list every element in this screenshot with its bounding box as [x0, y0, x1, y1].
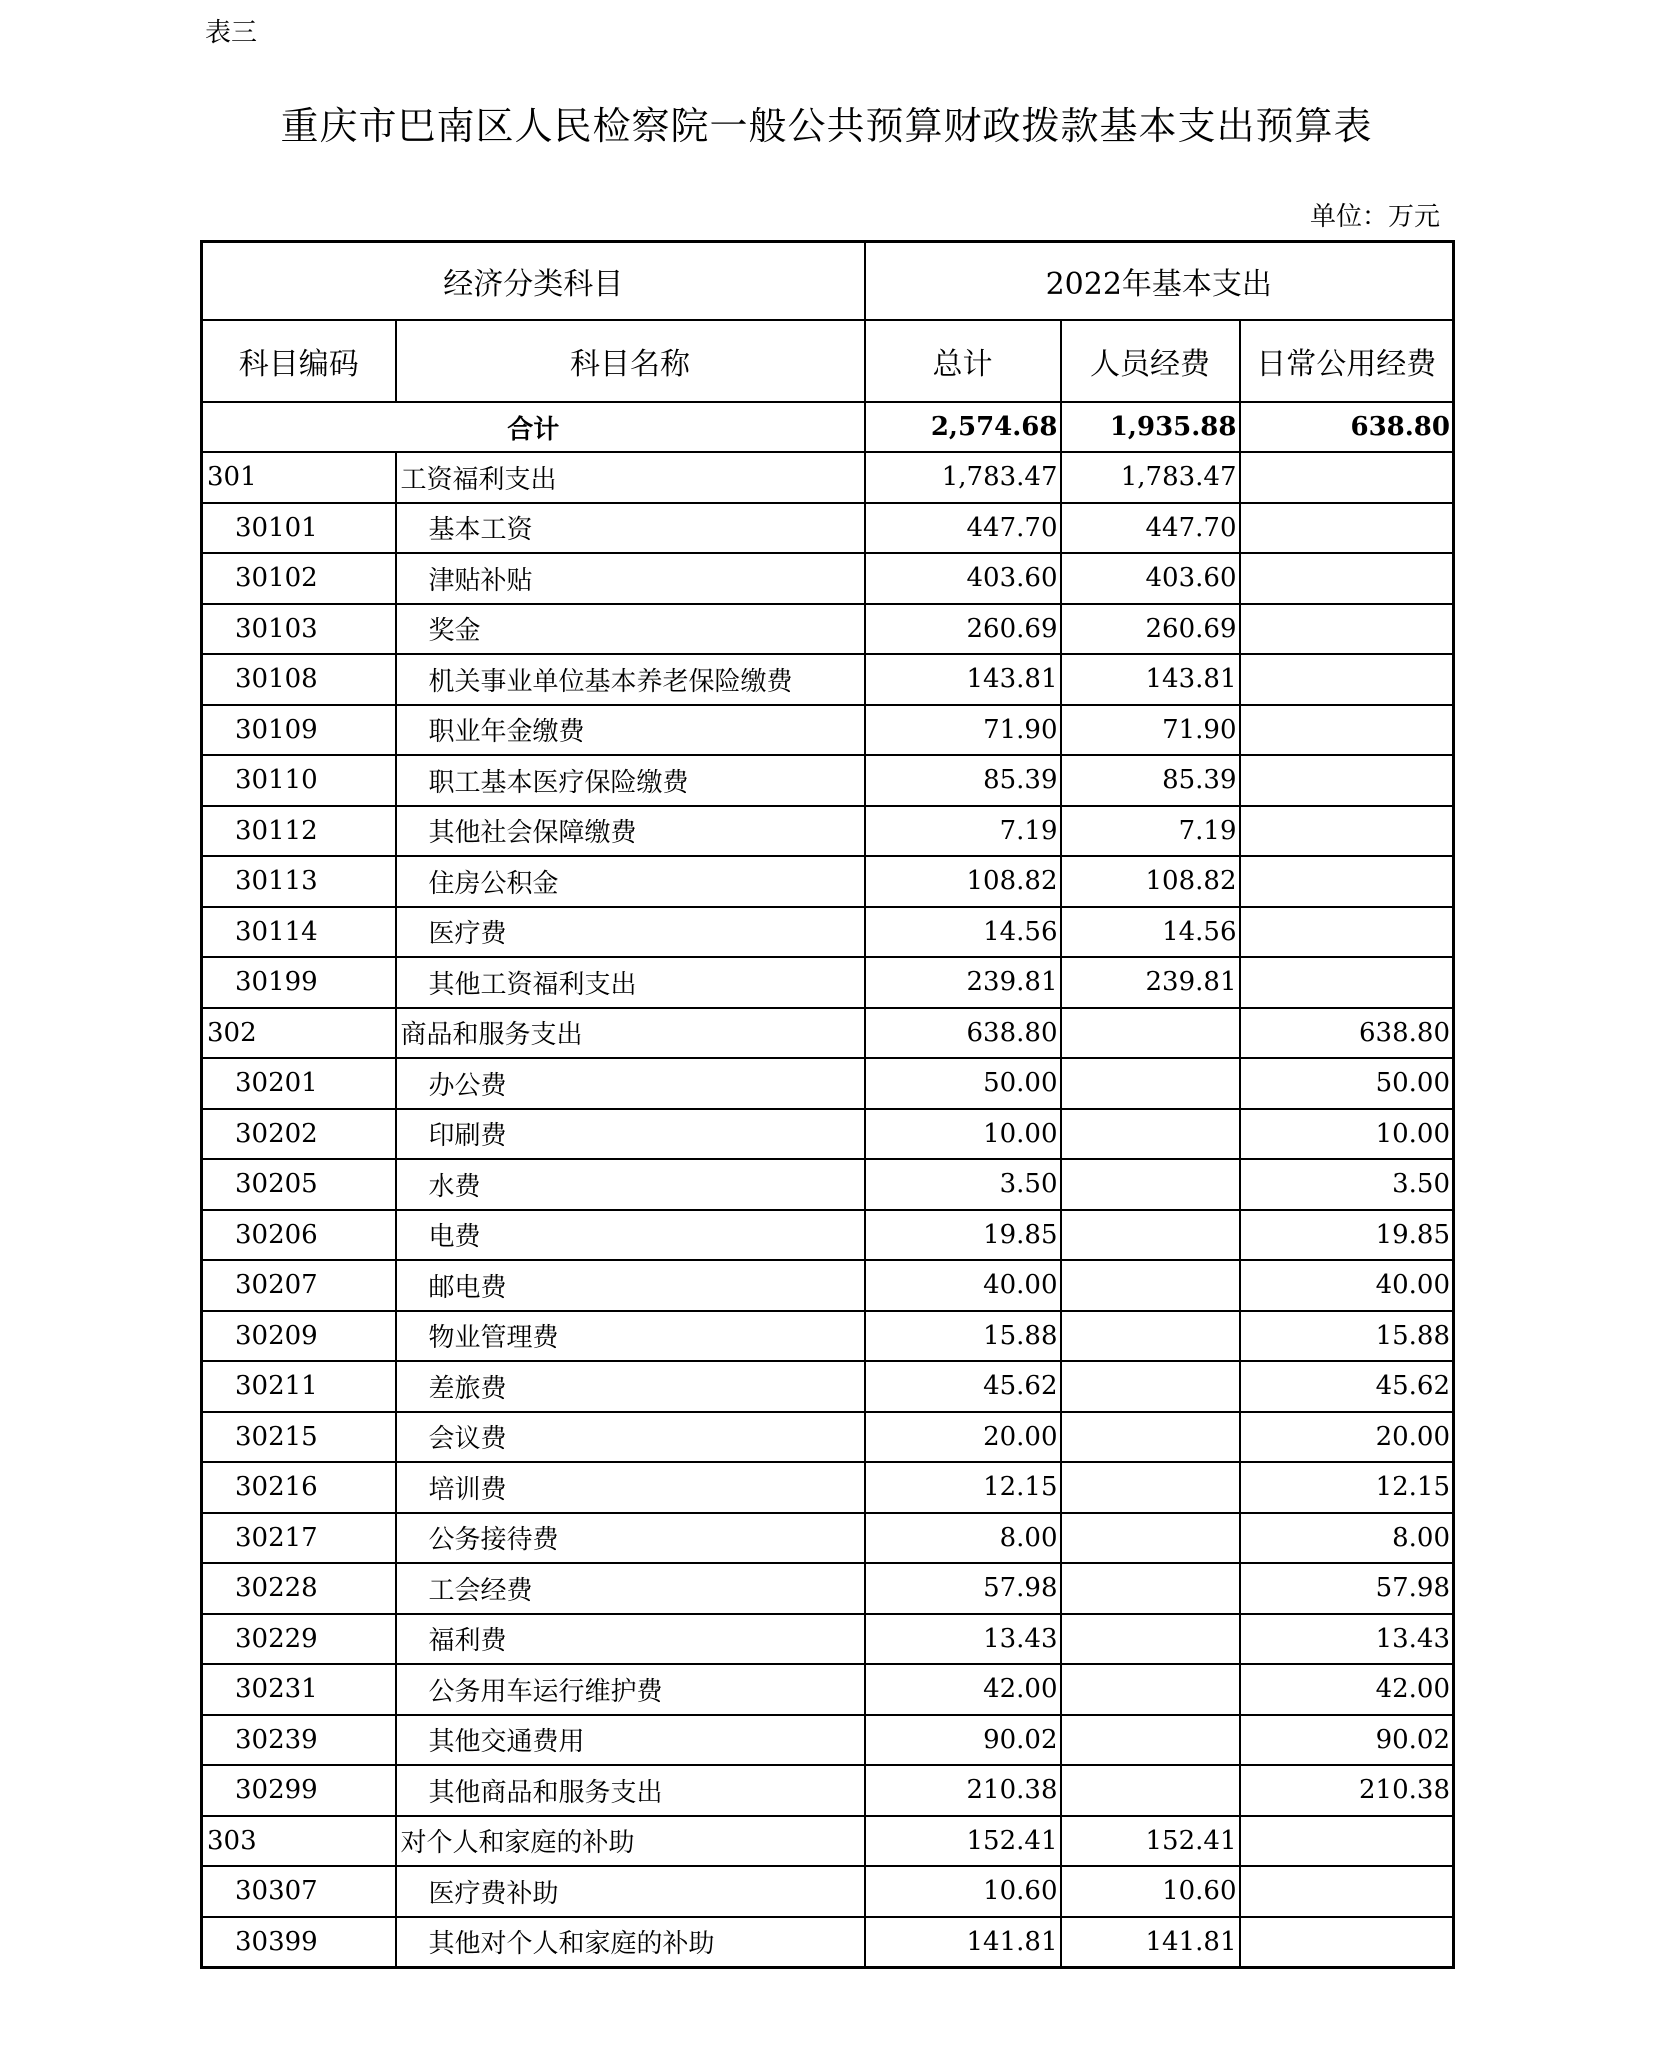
table-row [202, 806, 1454, 857]
row-public: 15.88 [1240, 1311, 1454, 1362]
row-name: 电费 [396, 1210, 865, 1261]
row-total: 108.82 [865, 856, 1061, 907]
row-public: 40.00 [1240, 1260, 1454, 1311]
row-public: 13.43 [1240, 1614, 1454, 1665]
row-total: 3.50 [865, 1159, 1061, 1210]
row-total: 90.02 [865, 1715, 1061, 1766]
table-row [202, 1361, 1454, 1412]
row-code: 30101 [202, 503, 396, 554]
row-public [1240, 705, 1454, 756]
header-code: 科目编码 [202, 320, 396, 402]
row-total: 141.81 [865, 1917, 1061, 1968]
row-name: 其他工资福利支出 [396, 957, 865, 1008]
row-total: 239.81 [865, 957, 1061, 1008]
row-total: 10.00 [865, 1109, 1061, 1160]
table-row [202, 1058, 1454, 1109]
row-code: 30215 [202, 1412, 396, 1463]
row-total: 40.00 [865, 1260, 1061, 1311]
row-public [1240, 957, 1454, 1008]
row-name: 其他社会保障缴费 [396, 806, 865, 857]
row-personnel [1061, 1058, 1240, 1109]
row-personnel: 143.81 [1061, 654, 1240, 705]
table-row [202, 1210, 1454, 1261]
row-public: 210.38 [1240, 1765, 1454, 1816]
row-code: 30108 [202, 654, 396, 705]
table-row [202, 1715, 1454, 1766]
row-name: 邮电费 [396, 1260, 865, 1311]
table-row [202, 452, 1454, 503]
row-personnel [1061, 1614, 1240, 1665]
row-personnel [1061, 1462, 1240, 1513]
table-row [202, 907, 1454, 958]
row-personnel [1061, 1715, 1240, 1766]
row-code: 30211 [202, 1361, 396, 1412]
row-code: 30399 [202, 1917, 396, 1968]
unit-label: 单位：万元 [1310, 202, 1441, 232]
page-title: 重庆市巴南区人民检察院一般公共预算财政拨款基本支出预算表 [280, 104, 1373, 148]
row-public [1240, 604, 1454, 655]
row-public: 19.85 [1240, 1210, 1454, 1261]
row-public [1240, 907, 1454, 958]
row-public [1240, 1866, 1454, 1917]
budget-table [200, 240, 1455, 1969]
table-row [202, 957, 1454, 1008]
row-code: 30217 [202, 1513, 396, 1564]
row-total: 14.56 [865, 907, 1061, 958]
row-public: 20.00 [1240, 1412, 1454, 1463]
header-economic-category: 经济分类科目 [202, 242, 865, 321]
row-name: 水费 [396, 1159, 865, 1210]
table-row [202, 1664, 1454, 1715]
row-code: 30206 [202, 1210, 396, 1261]
total-label: 合计 [202, 402, 865, 452]
row-name: 职工基本医疗保险缴费 [396, 755, 865, 806]
table-label: 表三 [205, 18, 258, 48]
row-public [1240, 654, 1454, 705]
row-name: 培训费 [396, 1462, 865, 1513]
table-row [202, 1765, 1454, 1816]
row-code: 30114 [202, 907, 396, 958]
row-name: 津贴补贴 [396, 553, 865, 604]
row-name: 其他对个人和家庭的补助 [396, 1917, 865, 1968]
row-code: 30216 [202, 1462, 396, 1513]
header-row-group [202, 242, 1454, 321]
row-personnel [1061, 1361, 1240, 1412]
row-personnel: 239.81 [1061, 957, 1240, 1008]
table-row [202, 604, 1454, 655]
table-row [202, 755, 1454, 806]
row-public: 57.98 [1240, 1563, 1454, 1614]
row-name: 差旅费 [396, 1361, 865, 1412]
row-total: 1,783.47 [865, 452, 1061, 503]
row-personnel [1061, 1664, 1240, 1715]
row-name: 机关事业单位基本养老保险缴费 [396, 654, 865, 705]
table-row [202, 1866, 1454, 1917]
table-row [202, 1816, 1454, 1867]
row-public [1240, 452, 1454, 503]
row-code: 30112 [202, 806, 396, 857]
row-personnel [1061, 1159, 1240, 1210]
row-personnel: 152.41 [1061, 1816, 1240, 1867]
row-name: 福利费 [396, 1614, 865, 1665]
table-row [202, 503, 1454, 554]
table-row [202, 1159, 1454, 1210]
row-total: 15.88 [865, 1311, 1061, 1362]
header-public: 日常公用经费 [1240, 320, 1454, 402]
row-total: 50.00 [865, 1058, 1061, 1109]
row-total: 447.70 [865, 503, 1061, 554]
row-name: 其他交通费用 [396, 1715, 865, 1766]
row-total: 19.85 [865, 1210, 1061, 1261]
table-row [202, 856, 1454, 907]
table-row [202, 654, 1454, 705]
row-personnel: 85.39 [1061, 755, 1240, 806]
row-personnel: 7.19 [1061, 806, 1240, 857]
row-name: 医疗费补助 [396, 1866, 865, 1917]
row-personnel: 14.56 [1061, 907, 1240, 958]
row-personnel [1061, 1563, 1240, 1614]
header-personnel: 人员经费 [1061, 320, 1240, 402]
row-personnel: 10.60 [1061, 1866, 1240, 1917]
row-name: 其他商品和服务支出 [396, 1765, 865, 1816]
row-public: 8.00 [1240, 1513, 1454, 1564]
row-personnel: 71.90 [1061, 705, 1240, 756]
header-total: 总计 [865, 320, 1061, 402]
row-total: 152.41 [865, 1816, 1061, 1867]
table-row [202, 553, 1454, 604]
row-personnel [1061, 1513, 1240, 1564]
table-row [202, 1462, 1454, 1513]
row-name: 基本工资 [396, 503, 865, 554]
row-name: 公务接待费 [396, 1513, 865, 1564]
row-personnel: 1,783.47 [1061, 452, 1240, 503]
row-public: 42.00 [1240, 1664, 1454, 1715]
row-code: 30109 [202, 705, 396, 756]
row-total: 12.15 [865, 1462, 1061, 1513]
row-name: 公务用车运行维护费 [396, 1664, 865, 1715]
row-total: 45.62 [865, 1361, 1061, 1412]
row-total: 57.98 [865, 1563, 1061, 1614]
row-name: 商品和服务支出 [396, 1008, 865, 1059]
table-row [202, 1260, 1454, 1311]
row-personnel [1061, 1311, 1240, 1362]
row-public: 12.15 [1240, 1462, 1454, 1513]
table-row [202, 1614, 1454, 1665]
row-name: 物业管理费 [396, 1311, 865, 1362]
row-personnel [1061, 1765, 1240, 1816]
row-total: 20.00 [865, 1412, 1061, 1463]
row-total: 260.69 [865, 604, 1061, 655]
total-total: 2,574.68 [865, 402, 1061, 452]
row-public [1240, 1816, 1454, 1867]
row-personnel [1061, 1008, 1240, 1059]
row-total: 10.60 [865, 1866, 1061, 1917]
row-total: 143.81 [865, 654, 1061, 705]
row-code: 30110 [202, 755, 396, 806]
row-public [1240, 553, 1454, 604]
row-total: 71.90 [865, 705, 1061, 756]
row-public: 50.00 [1240, 1058, 1454, 1109]
row-total: 42.00 [865, 1664, 1061, 1715]
row-code: 30199 [202, 957, 396, 1008]
header-row-columns [202, 320, 1454, 402]
row-personnel [1061, 1412, 1240, 1463]
row-public [1240, 755, 1454, 806]
row-code: 30239 [202, 1715, 396, 1766]
table-row [202, 705, 1454, 756]
row-code: 30209 [202, 1311, 396, 1362]
row-name: 对个人和家庭的补助 [396, 1816, 865, 1867]
row-public: 10.00 [1240, 1109, 1454, 1160]
row-total: 210.38 [865, 1765, 1061, 1816]
row-public: 45.62 [1240, 1361, 1454, 1412]
row-code: 30103 [202, 604, 396, 655]
row-name: 工会经费 [396, 1563, 865, 1614]
row-public [1240, 856, 1454, 907]
row-code: 30229 [202, 1614, 396, 1665]
row-total: 13.43 [865, 1614, 1061, 1665]
row-code: 30202 [202, 1109, 396, 1160]
row-code: 30231 [202, 1664, 396, 1715]
table-row [202, 1311, 1454, 1362]
row-personnel [1061, 1260, 1240, 1311]
row-personnel: 141.81 [1061, 1917, 1240, 1968]
row-code: 30113 [202, 856, 396, 907]
row-name: 医疗费 [396, 907, 865, 958]
row-name: 住房公积金 [396, 856, 865, 907]
row-public: 90.02 [1240, 1715, 1454, 1766]
row-code: 30307 [202, 1866, 396, 1917]
row-code: 30299 [202, 1765, 396, 1816]
row-code: 302 [202, 1008, 396, 1059]
row-personnel [1061, 1210, 1240, 1261]
row-total: 85.39 [865, 755, 1061, 806]
table-row [202, 1563, 1454, 1614]
row-public [1240, 503, 1454, 554]
row-code: 30228 [202, 1563, 396, 1614]
total-public: 638.80 [1240, 402, 1454, 452]
header-basic-expenditure-year: 2022年基本支出 [865, 242, 1454, 321]
row-name: 奖金 [396, 604, 865, 655]
table-row [202, 1917, 1454, 1968]
row-name: 工资福利支出 [396, 452, 865, 503]
row-public: 638.80 [1240, 1008, 1454, 1059]
total-row [202, 402, 1454, 452]
row-name: 会议费 [396, 1412, 865, 1463]
row-total: 7.19 [865, 806, 1061, 857]
table-row [202, 1513, 1454, 1564]
header-name: 科目名称 [396, 320, 865, 402]
row-code: 303 [202, 1816, 396, 1867]
row-personnel: 260.69 [1061, 604, 1240, 655]
row-total: 8.00 [865, 1513, 1061, 1564]
row-name: 印刷费 [396, 1109, 865, 1160]
table-row [202, 1412, 1454, 1463]
row-public [1240, 806, 1454, 857]
total-personnel: 1,935.88 [1061, 402, 1240, 452]
table-row [202, 1109, 1454, 1160]
row-public [1240, 1917, 1454, 1968]
row-personnel [1061, 1109, 1240, 1160]
row-code: 30207 [202, 1260, 396, 1311]
row-personnel: 403.60 [1061, 553, 1240, 604]
row-total: 638.80 [865, 1008, 1061, 1059]
row-name: 职业年金缴费 [396, 705, 865, 756]
row-name: 办公费 [396, 1058, 865, 1109]
row-public: 3.50 [1240, 1159, 1454, 1210]
table-row [202, 1008, 1454, 1059]
row-code: 30102 [202, 553, 396, 604]
row-code: 301 [202, 452, 396, 503]
row-code: 30201 [202, 1058, 396, 1109]
row-personnel: 108.82 [1061, 856, 1240, 907]
row-code: 30205 [202, 1159, 396, 1210]
row-personnel: 447.70 [1061, 503, 1240, 554]
row-total: 403.60 [865, 553, 1061, 604]
